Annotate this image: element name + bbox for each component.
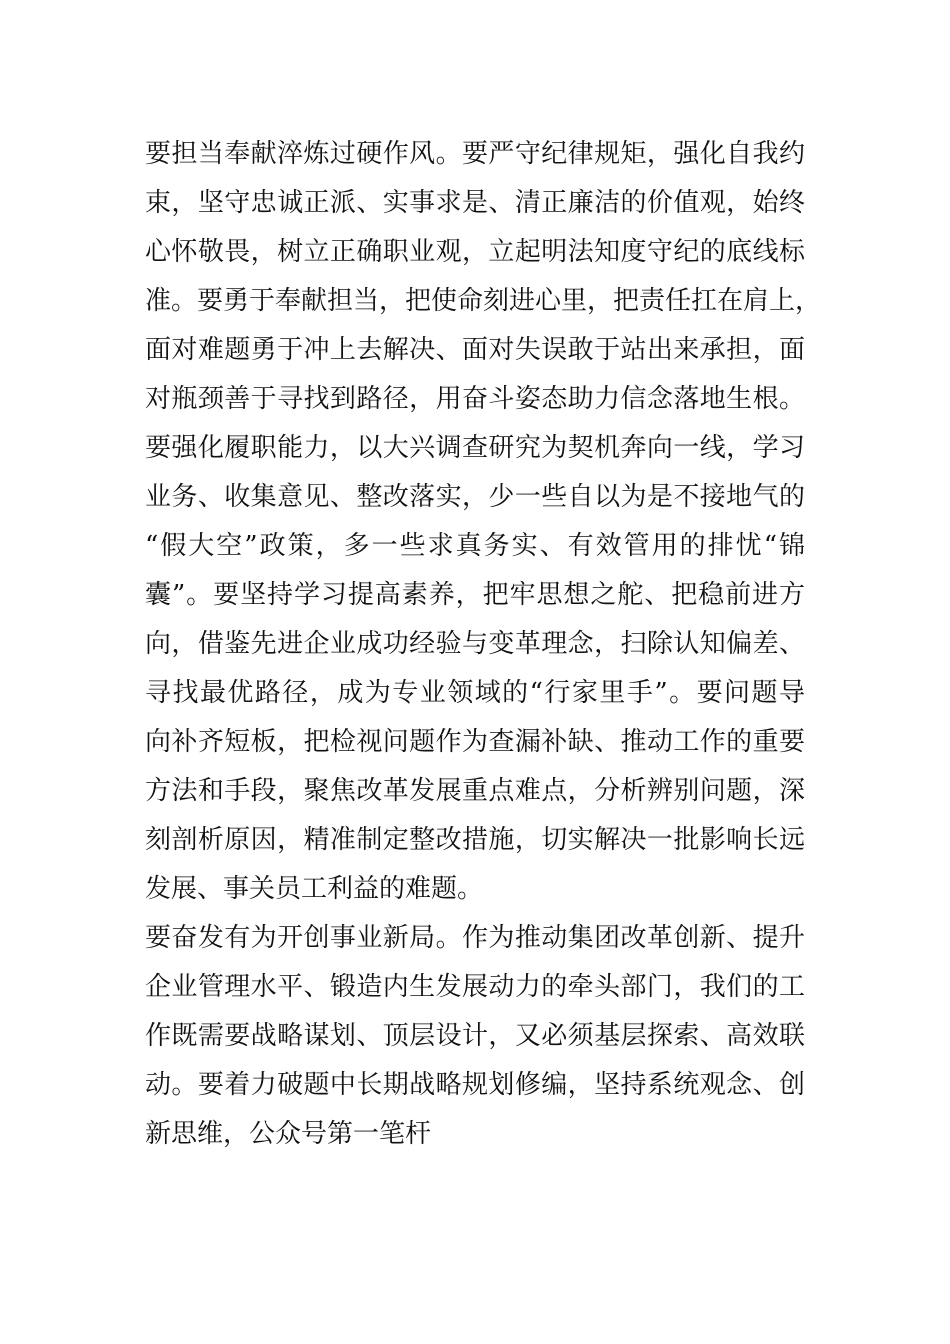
body-text — [145, 130, 822, 1159]
text-line-10: 囊”。要坚持学习提高素养，把牢思想之舵、把稳前进方 — [145, 580, 805, 610]
text-line-5: 面对难题勇于冲上去解决、面对失误敢于站出来承担，面 — [145, 335, 805, 365]
text-line-12: 寻找最优路径，成为专业领域的“行家里手”。要问题导 — [145, 678, 805, 708]
text-line-6: 对瓶颈善于寻找到路径，用奋斗姿态助力信念落地生根。 — [145, 384, 805, 414]
text-line-4: 准。要勇于奉献担当，把使命刻进心里，把责任扛在肩上， — [145, 286, 822, 316]
text-line-17: 要奋发有为开创事业新局。作为推动集团改革创新、提升 — [145, 923, 805, 953]
text-line-13: 向补齐短板，把检视问题作为查漏补缺、推动工作的重要 — [145, 727, 805, 757]
text-line-8: 业务、收集意见、整改落实，少一些自以为是不接地气的 — [145, 482, 805, 512]
text-line-21: 新思维，公众号第一笔杆 — [145, 1119, 432, 1149]
text-line-11: 向，借鉴先进企业成功经验与变革理念，扫除认知偏差、 — [145, 629, 805, 659]
text-line-9: “假大空”政策，多一些求真务实、有效管用的排忧“锦 — [145, 531, 805, 561]
text-line-14: 方法和手段，聚焦改革发展重点难点，分析辨别问题，深 — [145, 776, 805, 806]
text-line-7: 要强化履职能力，以大兴调查研究为契机奔向一线，学习 — [145, 433, 805, 463]
text-line-15: 刻剖析原因，精准制定整改措施，切实解决一批影响长远 — [145, 825, 805, 855]
text-line-3: 心怀敬畏，树立正确职业观，立起明法知度守纪的底线标 — [145, 237, 805, 267]
text-line-20: 动。要着力破题中长期战略规划修编，坚持系统观念、创 — [145, 1070, 805, 1100]
text-line-19: 作既需要战略谋划、顶层设计，又必须基层探索、高效联 — [145, 1021, 805, 1051]
text-line-16: 发展、事关员工利益的难题。 — [145, 874, 484, 904]
text-line-2: 束，坚守忠诚正派、实事求是、清正廉洁的价值观，始终 — [145, 188, 805, 218]
text-line-18: 企业管理水平、锻造内生发展动力的牵头部门，我们的工 — [145, 972, 805, 1002]
text-line-1: 要担当奉献淬炼过硬作风。要严守纪律规矩，强化自我约 — [145, 139, 805, 169]
